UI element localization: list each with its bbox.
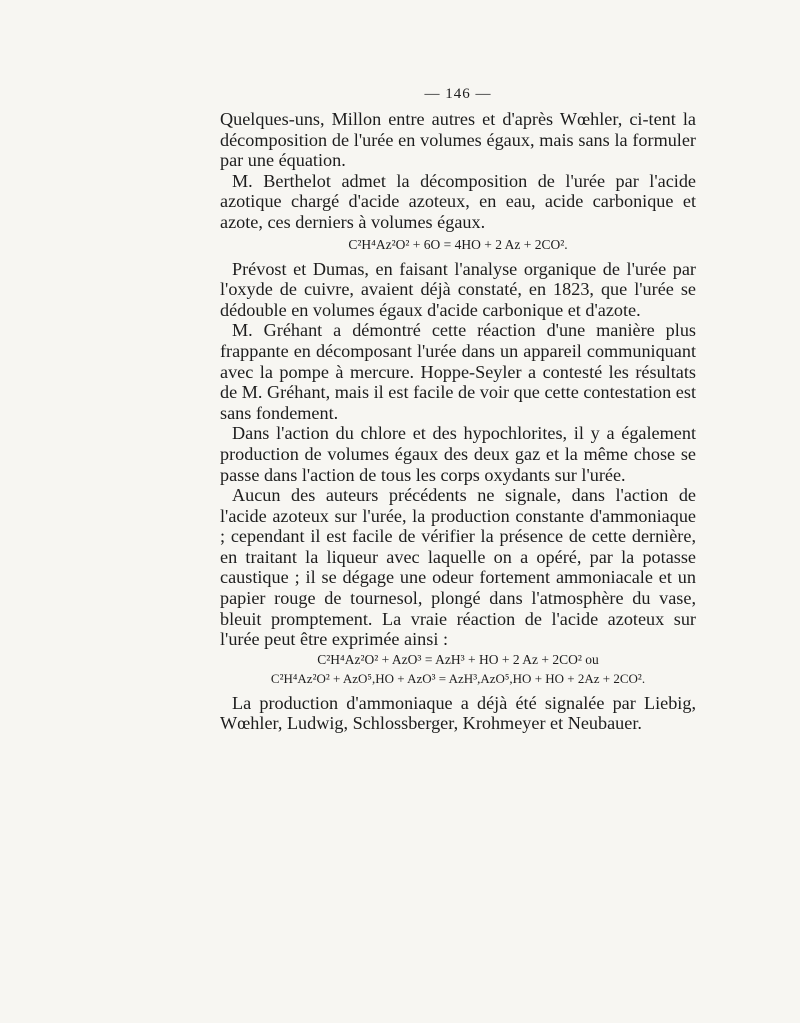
page (220, 86, 696, 734)
formula-1: C²H⁴Az²O² + 6O = 4HO + 2 Az + 2CO². (348, 236, 568, 252)
paragraph-6: Aucun des auteurs précédents ne signale, dans l'action de l'acide azoteux sur l'urée, la production constante d'ammoniaque ; cependant il est facile de vérifier la présence de cette dernière, en traitant la liqueur avec laquelle on a opéré, par la potasse caustique ; il se dégage une odeur fortement ammoniacale et un papier rouge de tournesol, plongé dans l'atmosphère du vase, bleuit promptement. La vraie réaction de l'acide azoteux sur l'urée peut être exprimée ainsi : (220, 485, 696, 650)
paragraph-4: M. Gréhant a démontré cette réaction d'une manière plus frappante en décomposant l'urée dans un appareil communiquant avec la pompe à mercure. Hoppe-Seyler a contesté les résultats de M. Gréhant, mais il est facile de voir que cette contestation est sans fondement. (220, 320, 696, 423)
paragraph-5: Dans l'action du chlore et des hypochlorites, il y a également production de volumes égaux des deux gaz et la même chose se passe dans l'action de tous les corps oxydants sur l'urée. (220, 423, 696, 485)
formula-2: C²H⁴Az²O² + AzO³ = AzH³ + HO + 2 Az + 2CO² ou (317, 651, 599, 667)
paragraph-1: Quelques-uns, Millon entre autres et d'après Wœhler, ci-tent la décomposition de l'urée en volumes égaux, mais sans la formuler par une équation. (220, 109, 696, 171)
paragraph-3: Prévost et Dumas, en faisant l'analyse organique de l'urée par l'oxyde de cuivre, avaient déjà constaté, en 1823, que l'urée se dédouble en volumes égaux d'acide carbonique et d'azote. (220, 258, 696, 320)
page-number: — 146 — (424, 86, 492, 102)
paragraph-7: La production d'ammoniaque a déjà été signalée par Liebig, Wœhler, Ludwig, Schlossberger, Krohmeyer et Neubauer. (220, 692, 696, 734)
paragraph-2: M. Berthelot admet la décomposition de l'urée par l'acide azotique chargé d'acide azoteux, en eau, acide carbonique et azote, ces derniers à volumes égaux. (220, 170, 696, 232)
formula-3: C²H⁴Az²O² + AzO⁵,HO + AzO³ = AzH³,AzO⁵,HO + HO + 2Az + 2CO². (270, 670, 646, 686)
